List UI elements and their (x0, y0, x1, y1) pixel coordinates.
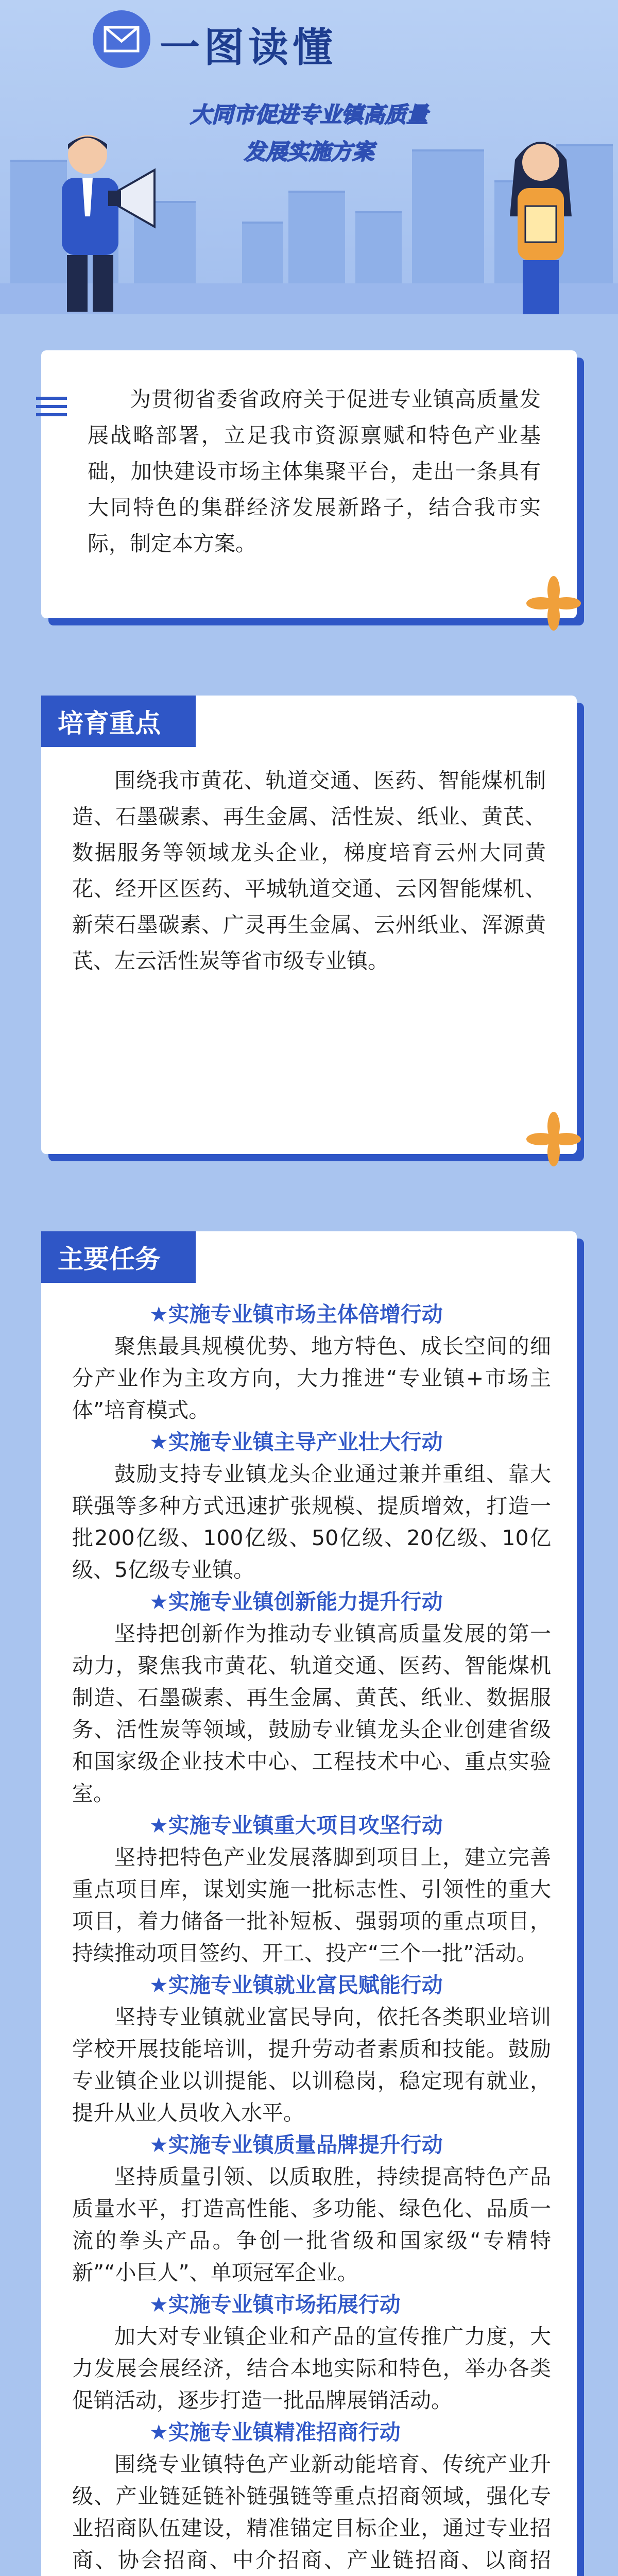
task-title: ★实施专业镇重大项目攻坚行动 (149, 1813, 443, 1838)
intro-panel (41, 350, 577, 618)
task-item (72, 1969, 551, 2129)
decorative-lines (36, 397, 67, 421)
page-subtitle-line2: 发展实施方案 (244, 139, 374, 164)
mail-icon (93, 10, 150, 68)
task-list (41, 1231, 577, 2576)
task-item (72, 2129, 551, 2289)
task-title: ★实施专业镇市场拓展行动 (149, 2292, 401, 2317)
task-body: 围绕专业镇特色产业新动能培育、传统产业升级、产业链延链补链强链等重点招商领域，强化专业招商队伍建设，精准锚定目标企业，通过专业招商、协会招商、中介招商、产业链招商、以商招 (72, 2452, 551, 2572)
task-title: ★实施专业镇精准招商行动 (149, 2420, 401, 2445)
task-body: 聚焦最具规模优势、地方特色、成长空间的细分产业作为主攻方向，大力推进“专业镇+市场主体”培育模式。 (72, 1334, 551, 1422)
task-item (72, 2416, 551, 2576)
task-body: 坚持专业镇就业富民导向，依托各类职业培训学校开展技能培训，提升劳动者素质和技能。鼓励专业镇企业以训提能、以训稳岗，稳定现有就业，提升从业人员收入水平。 (72, 2005, 551, 2125)
task-title: ★实施专业镇就业富民赋能行动 (149, 1973, 443, 1997)
task-body: 加大对专业镇企业和产品的宣传推广力度，大力发展会展经济，结合本地实际和特色，举办各类促销活动，逐步打造一批品牌展销活动。 (72, 2324, 551, 2413)
man-with-megaphone-illustration (31, 129, 165, 314)
task-body: 坚持把特色产业发展落脚到项目上，建立完善重点项目库，谋划实施一批标志性、引领性的重大项目，着力储备一批补短板、强弱项的重点项目，持续推动项目签约、开工、投产“三个一批”活动。 (72, 1845, 551, 1965)
task-title: ★实施专业镇创新能力提升行动 (149, 1589, 443, 1614)
task-item (72, 2289, 551, 2416)
task-item (72, 1586, 551, 1809)
task-item (72, 1426, 551, 1586)
page-title: 一图读懂 (160, 25, 337, 71)
page-subtitle-line1: 大同市促进专业镇高质量 (190, 102, 428, 127)
woman-with-notebook-illustration (489, 129, 592, 314)
task-title: ★实施专业镇主导产业壮大行动 (149, 1430, 443, 1454)
intro-text: 为贯彻省委省政府关于促进专业镇高质量发展战略部署，立足我市资源禀赋和特色产业基础，加快建设市场主体集聚平台，走出一条具有大同特色的集群经济发展新路子，结合我市实际，制定本方案。 (88, 387, 541, 556)
leaf-icon (525, 1111, 582, 1170)
task-body: 鼓励支持专业镇龙头企业通过兼并重组、靠大联强等多种方式迅速扩张规模、提质增效，打造一批200亿级、100亿级、50亿级、20亿级、10亿级、5亿级专业镇。 (72, 1462, 551, 1582)
task-item (72, 1298, 551, 1426)
focus-heading: 培育重点 (41, 696, 196, 747)
leaf-icon (525, 575, 582, 634)
task-body: 坚持质量引领、以质取胜，持续提高特色产品质量水平，打造高性能、多功能、绿色化、品质一流的拳头产品。争创一批省级和国家级“专精特新”“小巨人”、单项冠军企业。 (72, 2164, 551, 2285)
focus-text: 围绕我市黄花、轨道交通、医药、智能煤机制造、石墨碳素、再生金属、活性炭、纸业、黄芪、数据服务等领域龙头企业，梯度培育云州大同黄花、经开区医药、平城轨道交通、云冈智能煤机、新荣石墨碳素、广灵再生金属、云州纸业、浑源黄芪、左云活性炭等省市级专业镇。 (72, 768, 546, 973)
task-title: ★实施专业镇市场主体倍增行动 (149, 1302, 443, 1327)
header-banner (0, 0, 618, 314)
tasks-panel (41, 1231, 577, 2576)
task-item (72, 1809, 551, 1969)
task-body: 坚持把创新作为推动专业镇高质量发展的第一动力，聚焦我市黄花、轨道交通、医药、智能煤机制造、石墨碳素、再生金属、黄芪、纸业、数据服务、活性炭等领域，鼓励专业镇龙头企业创建省级和国家级企业技术中心、工程技术中心、重点实验室。 (72, 1621, 551, 1806)
focus-panel (41, 696, 577, 1154)
task-title: ★实施专业镇质量品牌提升行动 (149, 2132, 443, 2157)
tasks-heading: 主要任务 (41, 1231, 196, 1283)
